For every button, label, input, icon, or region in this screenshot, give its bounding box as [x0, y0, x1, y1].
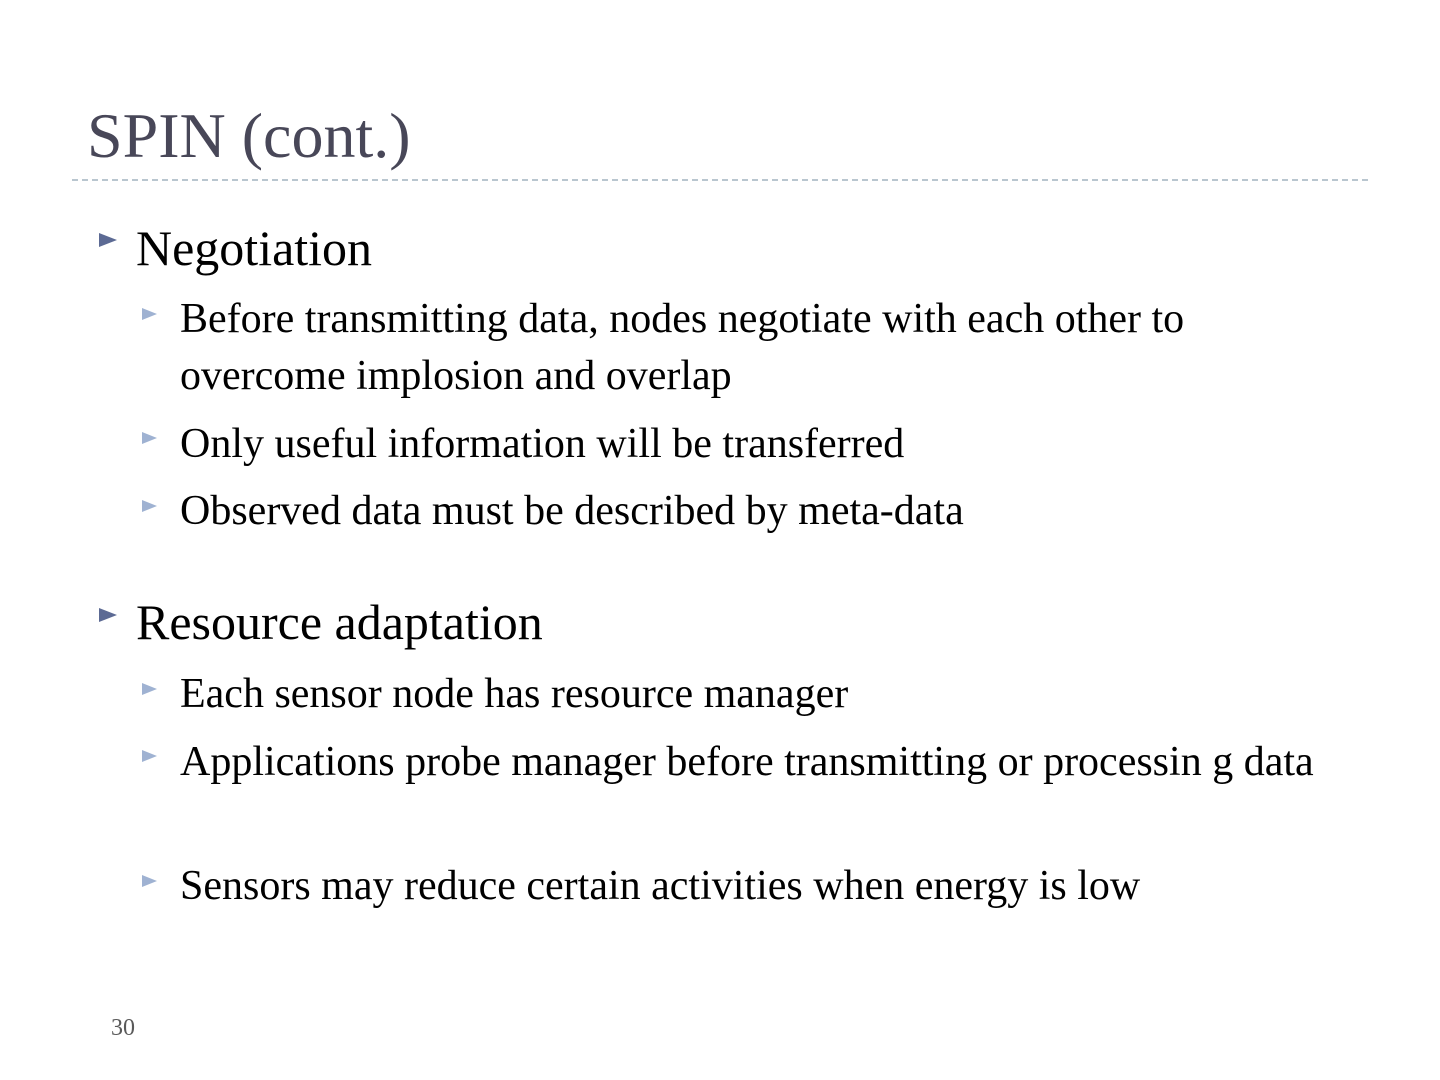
level2-bullet-icon	[142, 308, 157, 320]
bullet-item: Sensors may reduce certain activities when energy is low	[180, 863, 1141, 909]
section-heading-negotiation: Negotiation	[136, 220, 373, 276]
slide-title: SPIN (cont.)	[87, 100, 411, 171]
bullet-item: Before transmitting data, nodes negotiate with each other to overcome implosion and overlap	[180, 296, 1185, 399]
level2-bullet-icon	[142, 750, 157, 762]
level1-bullet-icon	[99, 233, 117, 247]
bullet-item: Only useful information will be transferred	[180, 421, 905, 467]
page-number: 30	[111, 1015, 135, 1041]
level2-bullet-icon	[142, 683, 157, 695]
section-heading-resource-adaptation: Resource adaptation	[136, 594, 543, 650]
title-divider	[72, 179, 1368, 181]
level1-bullet-icon	[99, 608, 117, 622]
level2-bullet-icon	[142, 432, 157, 444]
bullet-item: Observed data must be described by meta-data	[180, 488, 964, 534]
level2-bullet-icon	[142, 875, 157, 887]
bullet-item: Each sensor node has resource manager	[180, 671, 849, 717]
bullet-item: Applications probe manager before transmitting or processin g data	[180, 739, 1314, 785]
level2-bullet-icon	[142, 500, 157, 512]
